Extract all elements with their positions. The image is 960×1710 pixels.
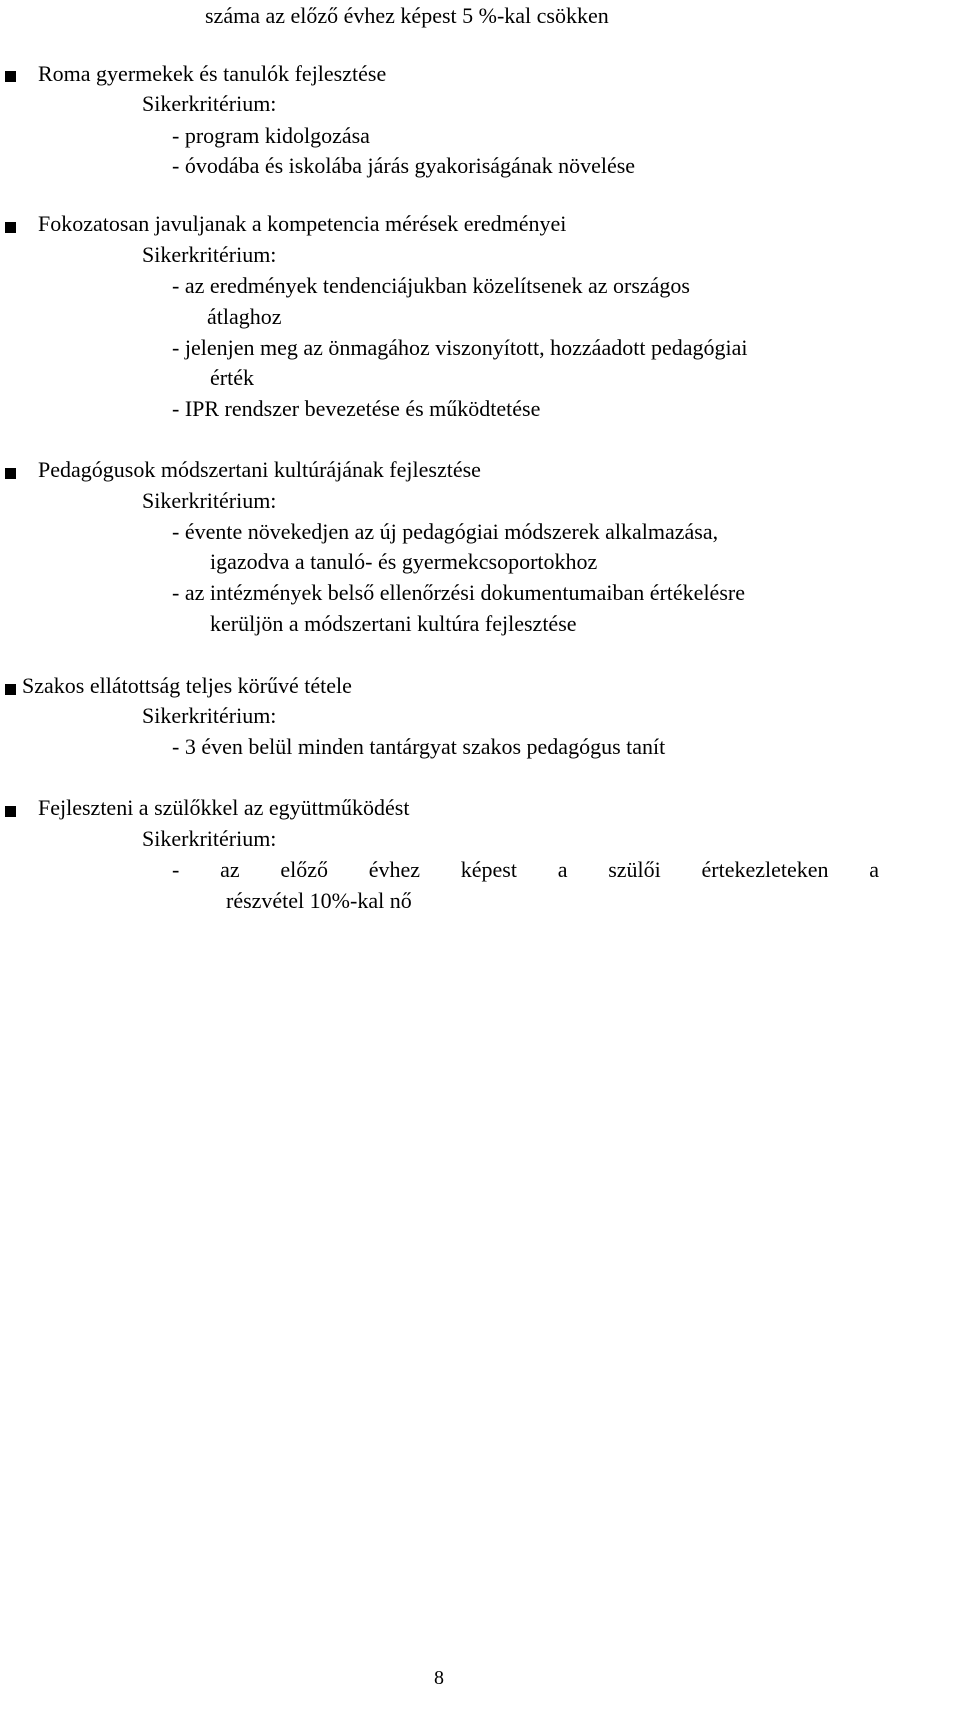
criteria-item: - óvodába és iskolába járás gyakoriságának növelése [172,153,636,178]
criteria-label: Sikerkritérium: [142,826,277,851]
criteria-item-justified [172,859,879,881]
section-heading: Szakos ellátottság teljes körűvé tétele [22,673,352,698]
criteria-label: Sikerkritérium: [142,242,277,267]
word: - [172,857,180,882]
page-number: 8 [434,1667,444,1689]
section-heading: Roma gyermekek és tanulók fejlesztése [38,61,387,86]
criteria-label: Sikerkritérium: [142,488,277,513]
section-heading: Pedagógusok módszertani kultúrájának fejlesztése [38,457,481,482]
criteria-item: - évente növekedjen az új pedagógiai módszerek alkalmazása, [172,519,719,544]
bullet-square-icon [5,71,16,82]
word: szülői [608,857,661,882]
word: évhez [368,857,421,882]
criteria-label: Sikerkritérium: [142,91,277,116]
section-heading: Fejleszteni a szülőkkel az együttműködést [38,795,410,820]
word: képest [460,857,517,882]
word: az [220,857,240,882]
word: értekezleteken [701,857,829,882]
criteria-item: - az intézmények belső ellenőrzési dokumentumaiban értékelésre [172,580,745,605]
criteria-item-continuation: részvétel 10%-kal nő [226,888,412,913]
word: a [557,857,568,882]
word: a [869,857,879,882]
bullet-square-icon [5,684,16,695]
bullet-square-icon [5,222,16,233]
section-heading: Fokozatosan javuljanak a kompetencia mérések eredményei [38,211,567,236]
text-line: száma az előző évhez képest 5 %-kal csökken [205,3,609,28]
criteria-item: - IPR rendszer bevezetése és működtetése [172,396,541,421]
criteria-item-continuation: átlaghoz [207,304,282,329]
criteria-label: Sikerkritérium: [142,703,277,728]
word: előző [280,857,328,882]
criteria-item: - jelenjen meg az önmagához viszonyított, hozzáadott pedagógiai [172,335,748,360]
criteria-item-continuation: kerüljön a módszertani kultúra fejlesztése [210,611,577,636]
bullet-square-icon [5,468,16,479]
criteria-item-continuation: érték [210,365,254,390]
bullet-square-icon [5,806,16,817]
criteria-item: - program kidolgozása [172,123,370,148]
criteria-item: - az eredmények tendenciájukban közelítsenek az országos [172,273,690,298]
criteria-item-continuation: igazodva a tanuló- és gyermekcsoportokhoz [210,549,598,574]
criteria-item: - 3 éven belül minden tantárgyat szakos pedagógus tanít [172,734,666,759]
